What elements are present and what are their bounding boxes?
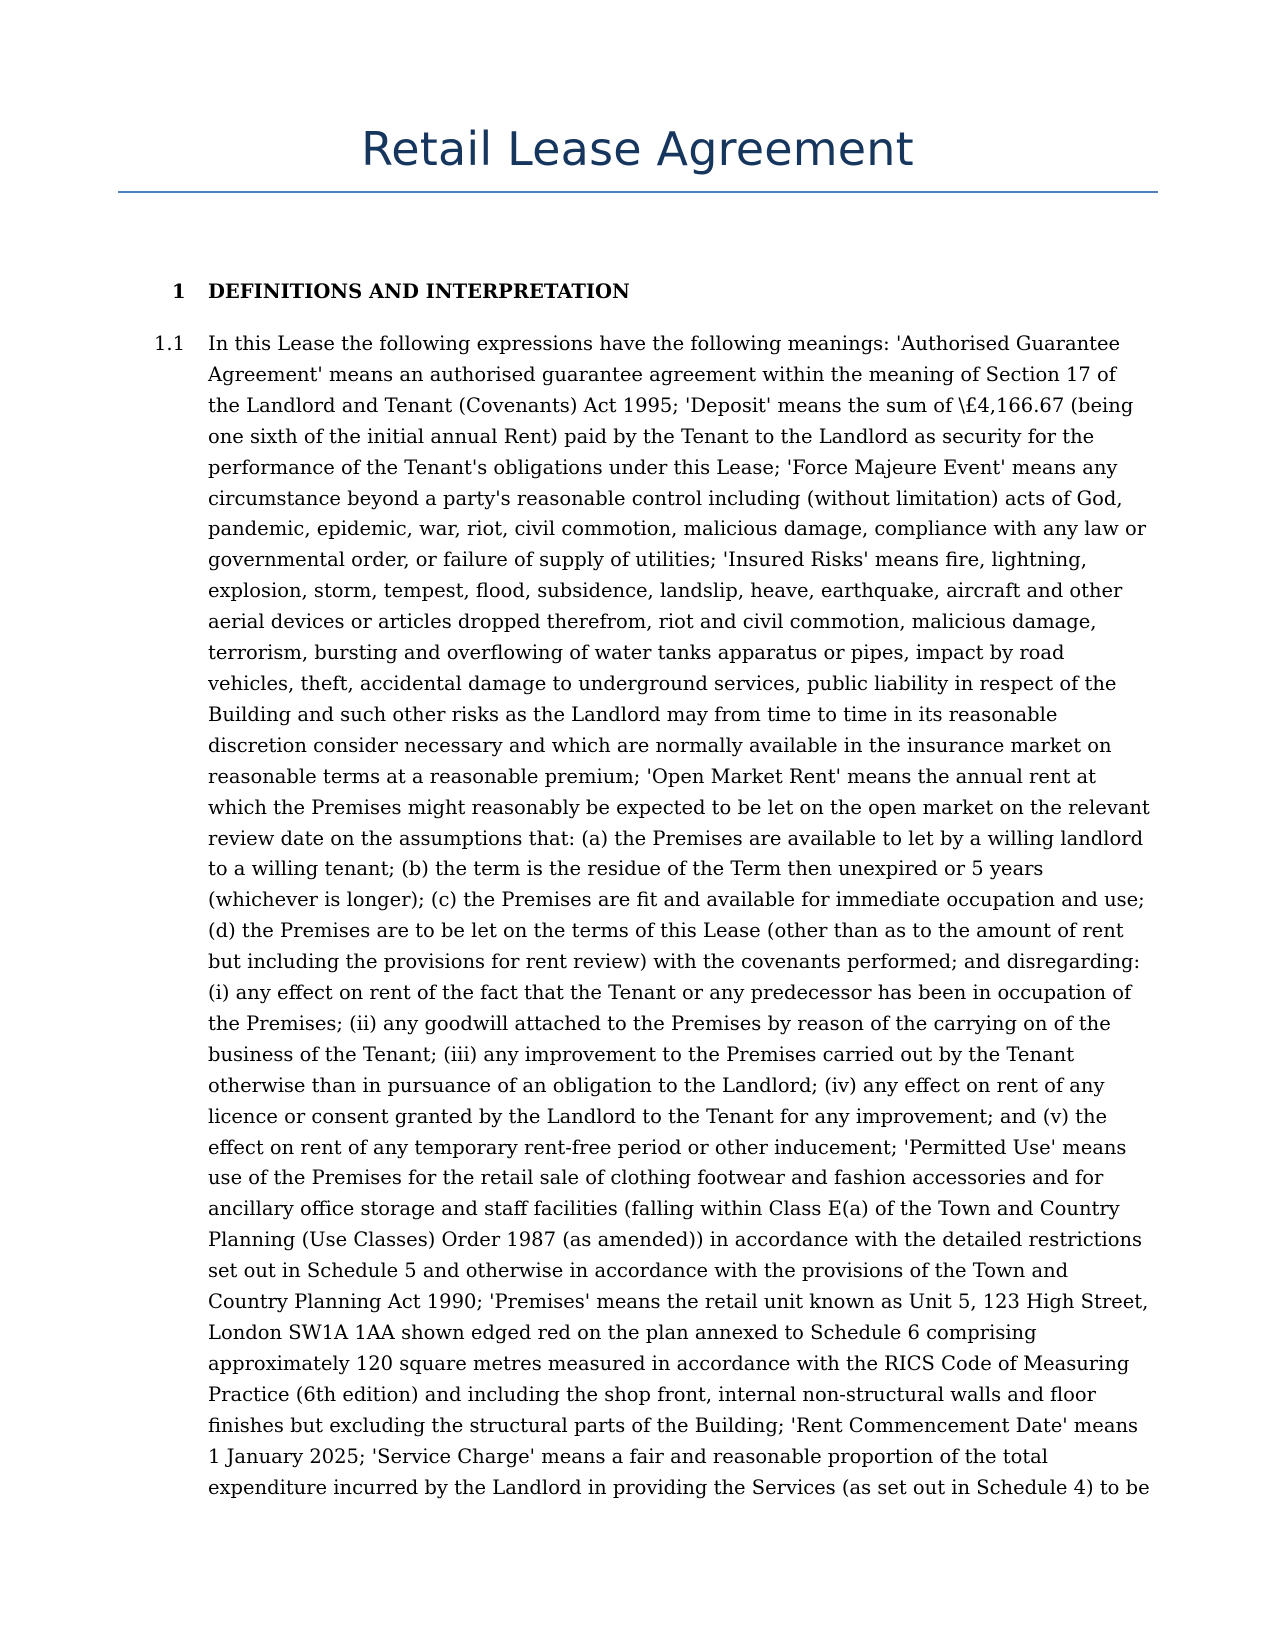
clause-text-line: Country Planning Act 1990; 'Premises' means the retail unit known as Unit 5, 123 High Street, [208, 1290, 1149, 1314]
clause-text-line: Agreement' means an authorised guarantee agreement within the meaning of Section 17 of [208, 362, 1116, 386]
clause-text-line: Building and such other risks as the Landlord may from time to time in its reasonable [208, 702, 1058, 726]
clause-text-line: to a willing tenant; (b) the term is the residue of the Term then unexpired or 5 years [208, 857, 1044, 881]
clause-text-line: effect on rent of any temporary rent-free period or other inducement; 'Permitted Use' means [208, 1135, 1127, 1159]
clause-text-line: Planning (Use Classes) Order 1987 (as amended)) in accordance with the detailed restrictions [208, 1228, 1143, 1252]
clause-text-line: the Landlord and Tenant (Covenants) Act 1995; 'Deposit' means the sum of \£4,166.67 (being [208, 393, 1134, 417]
clause-text-line: the Premises; (ii) any goodwill attached to the Premises by reason of the carrying on of the [208, 1011, 1111, 1035]
clause-text-line: licence or consent granted by the Landlord to the Tenant for any improvement; and (v) the [208, 1104, 1108, 1128]
clause-text-line: performance of the Tenant's obligations under this Lease; 'Force Majeure Event' means any [208, 455, 1118, 479]
clause-text-line: (i) any effect on rent of the fact that the Tenant or any predecessor has been in occupation of [208, 981, 1132, 1005]
clause-text-line: otherwise than in pursuance of an obligation to the Landlord; (iv) any effect on rent of any [208, 1073, 1105, 1097]
clause-text-line: governmental order, or failure of supply of utilities; 'Insured Risks' means fire, lightning, [208, 548, 1087, 572]
clause-text-line: 1 January 2025; 'Service Charge' means a fair and reasonable proportion of the total [208, 1444, 1049, 1468]
clause-text-line: Practice (6th edition) and including the shop front, internal non-structural walls and floor [208, 1382, 1096, 1406]
clause-text-line: (d) the Premises are to be let on the terms of this Lease (other than as to the amount of rent [208, 919, 1124, 943]
clause-text [208, 329, 1168, 1503]
clause-text-line: pandemic, epidemic, war, riot, civil commotion, malicious damage, compliance with any law or [208, 517, 1147, 541]
clause-text-line: ancillary office storage and staff facilities (falling within Class E(a) of the Town and Country [208, 1197, 1120, 1221]
clause-text-line: approximately 120 square metres measured in accordance with the RICS Code of Measuring [208, 1351, 1130, 1375]
clause-text-line: discretion consider necessary and which are normally available in the insurance market on [208, 733, 1112, 757]
clause-text-line: which the Premises might reasonably be expected to be let on the open market on the relevant [208, 795, 1150, 819]
clause-text-line: terrorism, bursting and overflowing of water tanks apparatus or pipes, impact by road [208, 641, 1065, 665]
document-title: Retail Lease Agreement [361, 122, 914, 176]
section-title: DEFINITIONS AND INTERPRETATION [208, 280, 630, 303]
clause-text-line: In this Lease the following expressions have the following meanings: 'Authorised Guarantee [208, 332, 1121, 355]
clause-text-line: reasonable terms at a reasonable premium; 'Open Market Rent' means the annual rent at [208, 764, 1096, 788]
clause-text-line: set out in Schedule 5 and otherwise in accordance with the provisions of the Town and [208, 1259, 1069, 1283]
clause-text-line: business of the Tenant; (iii) any improvement to the Premises carried out by the Tenant [208, 1042, 1075, 1066]
title-underline [118, 191, 1158, 193]
clause-text-line: aerial devices or articles dropped therefrom, riot and civil commotion, malicious damage, [208, 610, 1097, 634]
clause-text-line: use of the Premises for the retail sale of clothing footwear and fashion accessories and for [208, 1166, 1104, 1190]
clause-text-line: but including the provisions for rent review) with the covenants performed; and disregarding: [208, 950, 1141, 974]
clause-text-line: one sixth of the initial annual Rent) paid by the Tenant to the Landlord as security for the [208, 424, 1095, 448]
clause-text-line: expenditure incurred by the Landlord in providing the Services (as set out in Schedule 4) to be [208, 1475, 1150, 1499]
section-number: 1 [172, 280, 186, 303]
clause-text-line: (whichever is longer); (c) the Premises are fit and available for immediate occupation and use; [208, 888, 1145, 912]
clause-number: 1.1 [154, 332, 186, 355]
clause-text-line: finishes but excluding the structural parts of the Building; 'Rent Commencement Date' means [208, 1413, 1139, 1437]
clause-text-line: circumstance beyond a party's reasonable control including (without limitation) acts of God, [208, 486, 1123, 510]
clause-text-line: vehicles, theft, accidental damage to underground services, public liability in respect of the [208, 671, 1117, 695]
clause-text-line: review date on the assumptions that: (a) the Premises are available to let by a willing landlord [208, 826, 1144, 850]
clause-text-line: explosion, storm, tempest, flood, subsidence, landslip, heave, earthquake, aircraft and other [208, 579, 1123, 603]
clause-text-line: London SW1A 1AA shown edged red on the plan annexed to Schedule 6 comprising [208, 1321, 1037, 1344]
